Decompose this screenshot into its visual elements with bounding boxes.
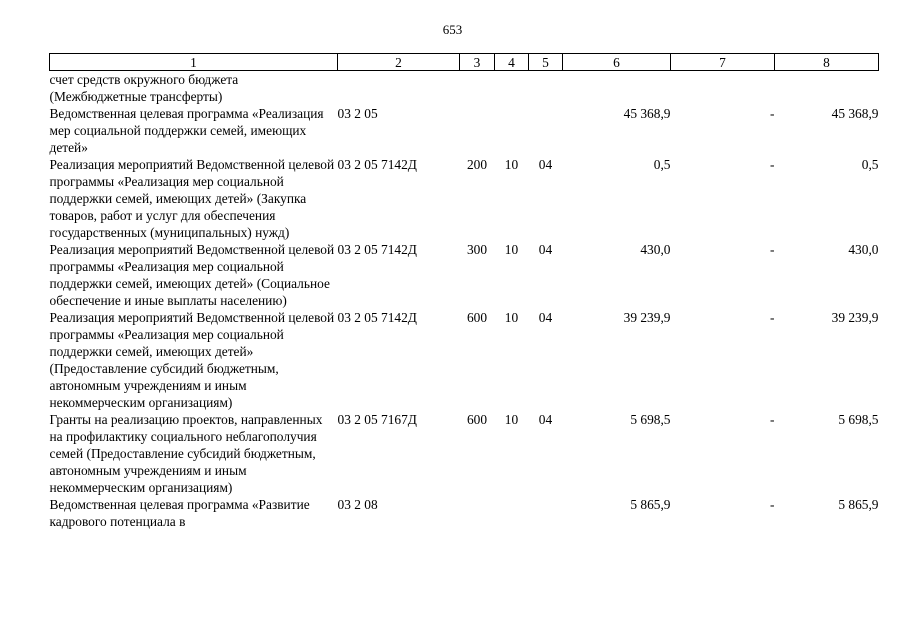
row-col-7: -	[770, 157, 775, 172]
row-col-6: 39 239,9	[623, 310, 671, 325]
header-col-3: 3	[460, 54, 495, 71]
table-row	[50, 411, 879, 496]
row-col-5: 04	[538, 242, 553, 257]
row-col-5: 04	[538, 310, 553, 325]
table-row	[50, 71, 879, 106]
row-name: Ведомственная целевая программа «Развитие кадрового потенциала в	[49, 497, 310, 529]
row-col-3: 300	[466, 242, 488, 257]
row-col-7: -	[770, 242, 775, 257]
row-col-3	[460, 71, 495, 106]
row-col-8: 39 239,9	[831, 310, 879, 325]
row-col-5: 04	[538, 157, 553, 172]
row-name: Реализация мероприятий Ведомственной целевой программы «Реализация мер социальной поддержки семей, имеющих детей» (Предоставление субсидий бюджетным, автономным учреждениям и иным некоммерческим организациям)	[49, 310, 335, 410]
row-code	[338, 71, 460, 106]
row-col-4: 10	[504, 310, 519, 325]
row-col-8: 45 368,9	[831, 106, 879, 121]
row-name: Реализация мероприятий Ведомственной целевой программы «Реализация мер социальной поддержки семей, имеющих детей» (Социальное обеспечение и иные выплаты населению)	[49, 242, 335, 308]
table-row	[50, 496, 879, 530]
row-col-4	[495, 71, 529, 106]
row-col-4: 10	[504, 412, 519, 427]
row-col-3	[460, 496, 495, 530]
row-col-3	[460, 105, 495, 156]
row-code: 03 2 05 7142Д	[337, 310, 417, 325]
row-col-7: -	[770, 497, 775, 512]
row-code: 03 2 05	[337, 106, 378, 121]
page-number: 653	[442, 22, 463, 37]
row-name: Реализация мероприятий Ведомственной целевой программы «Реализация мер социальной поддержки семей, имеющих детей» (Закупка товаров, работ и услуг для обеспечения государственных (муниципальных) нужд)	[49, 157, 335, 240]
row-name: Гранты на реализацию проектов, направленных на профилактику социального неблагополучия семей (Предоставление субсидий бюджетным, автономным учреждениям и иным некоммерческим организациям)	[49, 412, 323, 495]
row-col-8: 5 865,9	[838, 497, 879, 512]
row-col-8: 0,5	[861, 157, 879, 172]
row-col-3: 200	[466, 157, 488, 172]
row-name: счет средств окружного бюджета (Межбюджетные трансферты)	[49, 72, 239, 104]
table-body	[50, 71, 879, 531]
header-col-5: 5	[529, 54, 563, 71]
table-row	[50, 309, 879, 411]
row-code: 03 2 05 7142Д	[337, 242, 417, 257]
row-col-4: 10	[504, 242, 519, 257]
header-col-8: 8	[775, 54, 879, 71]
row-col-4: 10	[504, 157, 519, 172]
table-row	[50, 241, 879, 309]
row-col-6: 5 865,9	[630, 497, 671, 512]
header-row	[50, 54, 879, 71]
row-col-7: -	[770, 412, 775, 427]
row-col-6: 430,0	[640, 242, 671, 257]
row-col-6: 0,5	[653, 157, 671, 172]
budget-table	[49, 53, 879, 530]
row-col-5	[529, 105, 563, 156]
row-code: 03 2 05 7167Д	[337, 412, 417, 427]
row-col-5	[529, 71, 563, 106]
table-header	[50, 54, 879, 71]
row-col-6	[563, 71, 671, 106]
row-col-8: 5 698,5	[838, 412, 879, 427]
row-col-5	[529, 496, 563, 530]
header-col-2: 2	[338, 54, 460, 71]
header-col-6: 6	[563, 54, 671, 71]
table-row	[50, 105, 879, 156]
row-col-8: 430,0	[848, 242, 879, 257]
row-col-7	[671, 71, 775, 106]
row-col-3: 600	[466, 412, 488, 427]
row-col-6: 5 698,5	[630, 412, 671, 427]
row-col-8	[775, 71, 879, 106]
row-col-3: 600	[466, 310, 488, 325]
header-col-4: 4	[495, 54, 529, 71]
header-col-7: 7	[671, 54, 775, 71]
row-code: 03 2 08	[337, 497, 378, 512]
row-col-7: -	[770, 106, 775, 121]
row-col-5: 04	[538, 412, 553, 427]
row-name: Ведомственная целевая программа «Реализация мер социальной поддержки семей, имеющих детей»	[49, 106, 324, 155]
table-row	[50, 156, 879, 241]
row-col-4	[495, 105, 529, 156]
header-col-1: 1	[50, 54, 338, 71]
row-col-4	[495, 496, 529, 530]
row-code: 03 2 05 7142Д	[337, 157, 417, 172]
row-col-7: -	[770, 310, 775, 325]
row-col-6: 45 368,9	[623, 106, 671, 121]
